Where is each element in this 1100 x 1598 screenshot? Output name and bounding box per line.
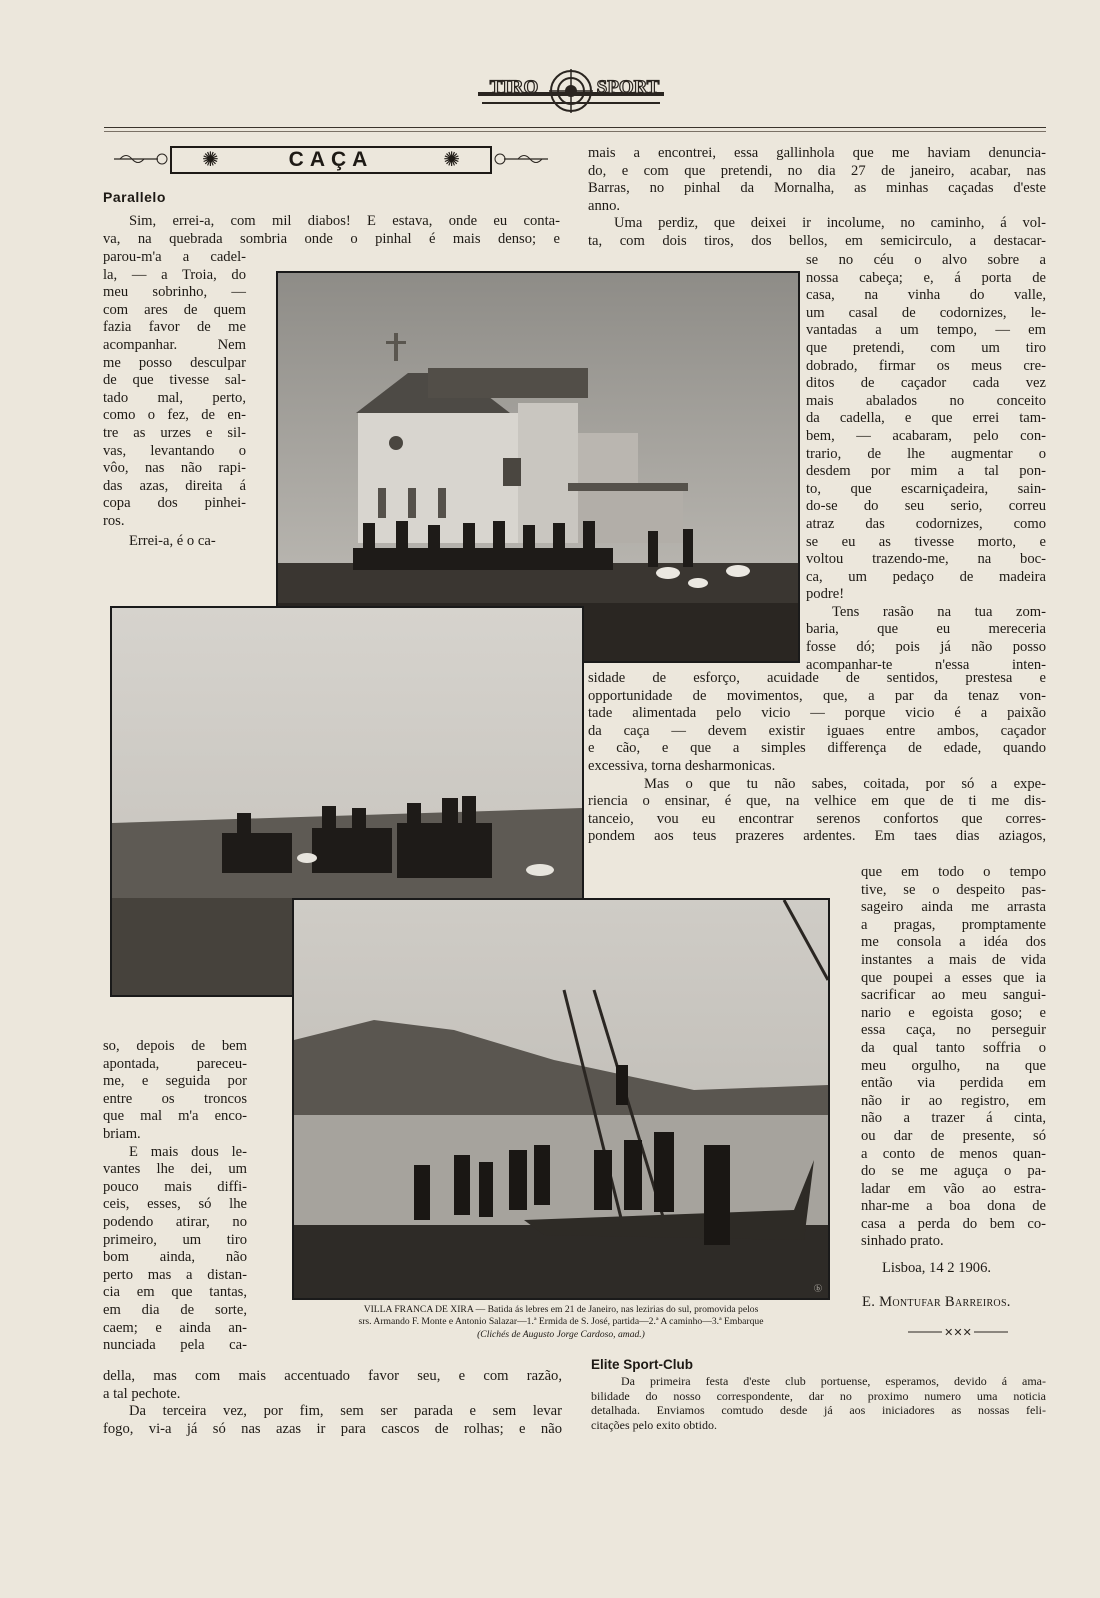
text-line: da cadella, e que errei tam- bbox=[806, 410, 1046, 427]
text-line: e cão, e que a simples differença de edade, quando bbox=[588, 740, 1046, 757]
text-line: que pretendi, com um tiro bbox=[806, 339, 1046, 356]
text-line: parou-m'a a cadel- bbox=[103, 249, 246, 265]
text-line: se no céu o alvo sobre a bbox=[806, 252, 1046, 268]
text-line: cia em que tantas, bbox=[103, 1284, 247, 1301]
text-line: sageiro ainda me arrasta bbox=[861, 899, 1046, 916]
text-line: ca, um pedaço de madeira bbox=[806, 568, 1046, 585]
col2-wrap-text bbox=[806, 252, 1046, 674]
text-line: de que tivesse sal- bbox=[103, 372, 246, 389]
header-rule-thin bbox=[104, 131, 1046, 132]
text-line: riencia o ensinar, é que, na velhice em que de ti me dis- bbox=[588, 793, 1046, 810]
text-line: ditos de caçador cada vez bbox=[806, 375, 1046, 392]
text-line: dobrado, firmar os meus cre- bbox=[806, 357, 1046, 374]
text-line: então via perdida em bbox=[861, 1075, 1046, 1092]
end-ornament bbox=[908, 1325, 1008, 1337]
text-line: baria, que eu mereceria bbox=[806, 621, 1046, 638]
place-date: Lisboa, 14 2 1906. bbox=[882, 1260, 992, 1276]
text-line: Sim, errei-a, com mil diabos! E estava, onde eu conta- bbox=[129, 213, 560, 229]
text-line: to, que escarniçadeira, sain- bbox=[806, 480, 1046, 497]
text-line: a tal pechote. bbox=[103, 1385, 181, 1402]
text-line: nario e egoista goso; e bbox=[861, 1004, 1046, 1021]
col2-mid-text bbox=[588, 670, 1046, 846]
text-line: meu sobrinho, — bbox=[103, 284, 246, 301]
text-line: que mal m'a enco- bbox=[103, 1108, 247, 1125]
text-line: vas, levantando o bbox=[103, 442, 246, 459]
text-line: pondem aos teus prazeres ardentes. Em taes dias aziagos, bbox=[588, 828, 1046, 845]
text-line: sinhado prato. bbox=[861, 1233, 944, 1250]
text-line: va, na quebrada sombria onde o pinhal é mais denso; e bbox=[103, 230, 560, 247]
text-line: casa, na vinha do valle, bbox=[806, 287, 1046, 304]
text-line: podre! bbox=[806, 586, 845, 603]
header-rule bbox=[104, 127, 1046, 128]
text-line: mais a encontrei, essa gallinhola que me haviam denuncia- bbox=[588, 145, 1046, 161]
text-line: citações pelo exito obtido. bbox=[591, 1417, 717, 1432]
photo-ermida bbox=[276, 271, 800, 663]
photographer-monogram: ⓑ bbox=[814, 1284, 822, 1293]
text-line: caem; e ainda an- bbox=[103, 1319, 247, 1336]
text-line: com ares de quem bbox=[103, 301, 246, 318]
text-line: instantes a mais de vida bbox=[861, 951, 1046, 968]
col1-lower-text bbox=[103, 1038, 247, 1355]
text-line: um casal de codornizes, le- bbox=[806, 304, 1046, 321]
text-line: atraz das codornizes, como bbox=[806, 515, 1046, 532]
text-line: ros. bbox=[103, 512, 125, 529]
text-line: me posso desculpar bbox=[103, 354, 246, 371]
text-line: bem, — acabaram, pelo con- bbox=[806, 427, 1046, 444]
caption-line-2: srs. Armando F. Monte e Antonio Salazar—1.ª Ermida de S. José, partida—2.ª A caminho—3.ª Embarque bbox=[358, 1316, 764, 1328]
text-line: Barras, no pinhal da Mornalha, as minhas caçadas d'este bbox=[588, 180, 1046, 197]
section-title-ornament-right bbox=[492, 146, 548, 172]
text-line: acompanhar. Nem bbox=[103, 336, 246, 353]
text-line: detalhada. Enviamos comtudo desde já aos iniciadores as nossas feli- bbox=[591, 1403, 1046, 1418]
text-line: como o fez, de en- bbox=[103, 407, 246, 424]
text-line: ladar em vão ao estra- bbox=[861, 1180, 1046, 1197]
text-line: fosse dó; pois já não posso bbox=[806, 639, 1046, 656]
section-title-box bbox=[170, 146, 492, 174]
text-line: da qual tanto soffria o bbox=[861, 1039, 1046, 1056]
caption-credit: (Clichés de Augusto Jorge Cardoso, amad.) bbox=[477, 1328, 645, 1340]
text-line: nunciada pela ca- bbox=[103, 1337, 247, 1354]
text-line: tive, se o despeito pas- bbox=[861, 881, 1046, 898]
text-line: Uma perdiz, que deixei ir incolume, no caminho, á vol- bbox=[614, 215, 1046, 232]
text-line: entre os troncos bbox=[103, 1090, 247, 1107]
text-line: vantadas a um tempo, — em bbox=[806, 322, 1046, 339]
text-line: sacrificar ao meu sangui- bbox=[861, 987, 1046, 1004]
text-line: acompanhar-te n'essa inten- bbox=[806, 656, 1046, 673]
text-line: pouco mais diffi- bbox=[103, 1178, 247, 1195]
text-line: anno. bbox=[588, 197, 621, 214]
article-subtitle: Parallelo bbox=[103, 189, 166, 205]
text-line: Errei-a, é o ca- bbox=[129, 532, 216, 549]
text-line: ta, com dois tiros, dos bellos, em semicirculo, a destacar- bbox=[588, 232, 1046, 249]
text-line: vantes lhe dei, um bbox=[103, 1161, 247, 1178]
text-line: tade alimentada pelo vicio — porque vicio é a paixão bbox=[588, 705, 1046, 722]
asterisk-ornament-icon: ✺ bbox=[443, 149, 460, 171]
text-line: Mas o que tu não sabes, coitada, por só a expe- bbox=[644, 775, 1046, 792]
col2-lower-text bbox=[861, 864, 1046, 1251]
elite-notice bbox=[591, 1374, 1046, 1432]
text-line: Tens rasão na tua zom- bbox=[832, 603, 1046, 620]
text-line: desdem por mim a tal pon- bbox=[806, 463, 1046, 480]
text-line: me consola a idéa dos bbox=[861, 934, 1046, 951]
section-title: CAÇA bbox=[288, 148, 374, 171]
text-line: das azas, direita á bbox=[103, 477, 246, 494]
text-line: primeiro, um tiro bbox=[103, 1231, 247, 1248]
text-line: ou dar de presente, só bbox=[861, 1127, 1046, 1144]
text-line: casa a perda do bem co- bbox=[861, 1215, 1046, 1232]
text-line: nossa cabeça; e, á porta de bbox=[806, 269, 1046, 286]
text-line: a conto de menos quan- bbox=[861, 1145, 1046, 1162]
text-line: da caça — devem existir iguaes entre ambos, caçador bbox=[588, 722, 1046, 739]
text-line: tanceio, vou eu encontrar serenos confortos que corres- bbox=[588, 810, 1046, 827]
text-line: voltou trazendo-me, na boc- bbox=[806, 551, 1046, 568]
text-line: so, depois de bem bbox=[103, 1038, 247, 1054]
text-line: fazia favor de me bbox=[103, 319, 246, 336]
text-line: apontada, pareceu- bbox=[103, 1055, 247, 1072]
text-line: tado mal, perto, bbox=[103, 389, 246, 406]
text-line: tre as urzes e sil- bbox=[103, 424, 246, 441]
caption-line-1: VILLA FRANCA DE XIRA — Batida ás lebres em 21 de Janeiro, nas lezirias do sul, promovida pelos bbox=[363, 1304, 759, 1315]
svg-text:✕✕✕: ✕✕✕ bbox=[944, 1326, 972, 1338]
svg-text:SPORT: SPORT bbox=[596, 77, 660, 98]
author-signature: E. Montufar Barreiros. bbox=[862, 1294, 1011, 1310]
text-line: mais abalados no conceito bbox=[806, 392, 1046, 409]
text-line: della, mas com mais accentuado favor seu, e com razão, bbox=[103, 1368, 562, 1384]
text-line: do, e com que pretendi, no dia 27 de janeiro, acabar, nas bbox=[588, 162, 1046, 179]
text-line: se eu as tivesse morto, e bbox=[806, 533, 1046, 550]
photo-caption bbox=[290, 1304, 832, 1341]
text-line: ceis, esses, só lhe bbox=[103, 1196, 247, 1213]
text-line: a pragas, promptamente bbox=[861, 916, 1046, 933]
text-line: E mais dous le- bbox=[129, 1143, 247, 1160]
text-line: podendo atirar, no bbox=[103, 1213, 247, 1230]
text-line: não ir ao registro, em bbox=[861, 1092, 1046, 1109]
text-line: do se me aguça o pa- bbox=[861, 1163, 1046, 1180]
text-line: vôo, nas não rapi- bbox=[103, 460, 246, 477]
col1-wrap-text bbox=[103, 249, 246, 550]
text-line: excessiva, torna desharmonicas. bbox=[588, 757, 776, 774]
text-line: bilidade do nosso correspondente, dar no proximo numero uma noticia bbox=[591, 1388, 1046, 1403]
text-line: me, e seguida por bbox=[103, 1073, 247, 1090]
photo-embarque bbox=[292, 898, 830, 1300]
text-line: do-se do seu serio, correu bbox=[806, 498, 1046, 515]
elite-title: Elite Sport-Club bbox=[591, 1357, 693, 1372]
col1-paragraph-1 bbox=[103, 213, 560, 248]
asterisk-ornament-icon: ✺ bbox=[202, 149, 219, 171]
text-line: nhar-me a boa dona de bbox=[861, 1198, 1046, 1215]
text-line: opportunidade de movimentos, que, a par da tenaz von- bbox=[588, 687, 1046, 704]
masthead-logo bbox=[478, 66, 664, 116]
section-title-ornament-left bbox=[114, 146, 170, 172]
text-line: Da primeira festa d'este club portuense, esperamos, devido á ama- bbox=[621, 1374, 1046, 1388]
svg-text:TIRO: TIRO bbox=[489, 77, 539, 98]
text-line: perto mas a distan- bbox=[103, 1266, 247, 1283]
text-line: trario, de lhe augmentar o bbox=[806, 445, 1046, 462]
text-line: em dia de sorte, bbox=[103, 1301, 247, 1318]
text-line: bom ainda, não bbox=[103, 1249, 247, 1266]
text-line: que em todo o tempo bbox=[861, 864, 1046, 880]
text-line: não a trazer á cinta, bbox=[861, 1110, 1046, 1127]
text-line: fogo, vi-a já só nas azas ir para cascos de rolhas; e não bbox=[103, 1420, 562, 1437]
text-line: que poupei a esses que ia bbox=[861, 969, 1046, 986]
col2-top-text bbox=[588, 145, 1046, 251]
text-line: la, — a Troia, do bbox=[103, 266, 246, 283]
text-line: essa caça, no perseguir bbox=[861, 1022, 1046, 1039]
text-line: Da terceira vez, por fim, sem ser parada e sem levar bbox=[129, 1403, 562, 1420]
text-line: sidade de esforço, acuidade de sentidos, prestesa e bbox=[588, 670, 1046, 686]
text-line: copa dos pinhei- bbox=[103, 495, 246, 512]
col1-bottom-text bbox=[103, 1368, 562, 1438]
text-line: meu orgulho, na que bbox=[861, 1057, 1046, 1074]
text-line: briam. bbox=[103, 1125, 141, 1142]
